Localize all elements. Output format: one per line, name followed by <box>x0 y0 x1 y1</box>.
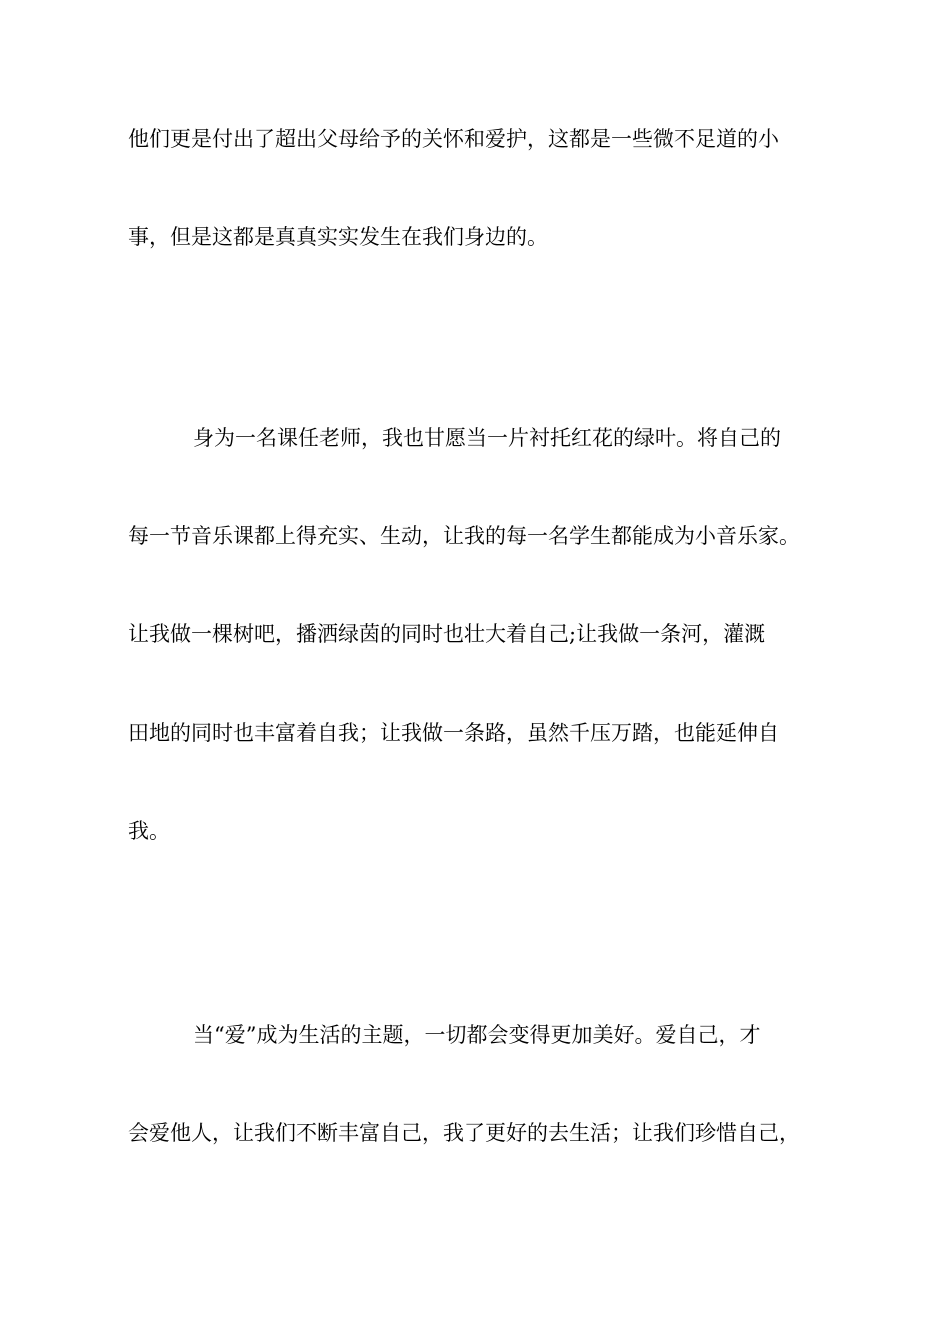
text-line: 每一节音乐课都上得充实、生动，让我的每一名学生都能成为小音乐家。 <box>128 524 800 548</box>
text-line: 田地的同时也丰富着自我；让我做一条路，虽然千压万踏，也能延伸自 <box>128 721 779 745</box>
text-line: 会爱他人，让我们不断丰富自己，我了更好的去生活；让我们珍惜自己， <box>128 1121 800 1145</box>
text-line: 当“爱”成为生活的主题，一切都会变得更加美好。爱自己，才 <box>193 1023 761 1047</box>
text-line: 事，但是这都是真真实实发生在我们身边的。 <box>128 225 548 249</box>
text-line: 身为一名课任老师，我也甘愿当一片衬托红花的绿叶。将自己的 <box>193 426 781 450</box>
text-line: 他们更是付出了超出父母给予的关怀和爱护，这都是一些微不足道的小 <box>128 127 779 151</box>
text-line: 让我做一棵树吧，播洒绿茵的同时也壮大着自己;让我做一条河，灌溉 <box>128 622 766 646</box>
text-line: 我。 <box>128 819 170 843</box>
